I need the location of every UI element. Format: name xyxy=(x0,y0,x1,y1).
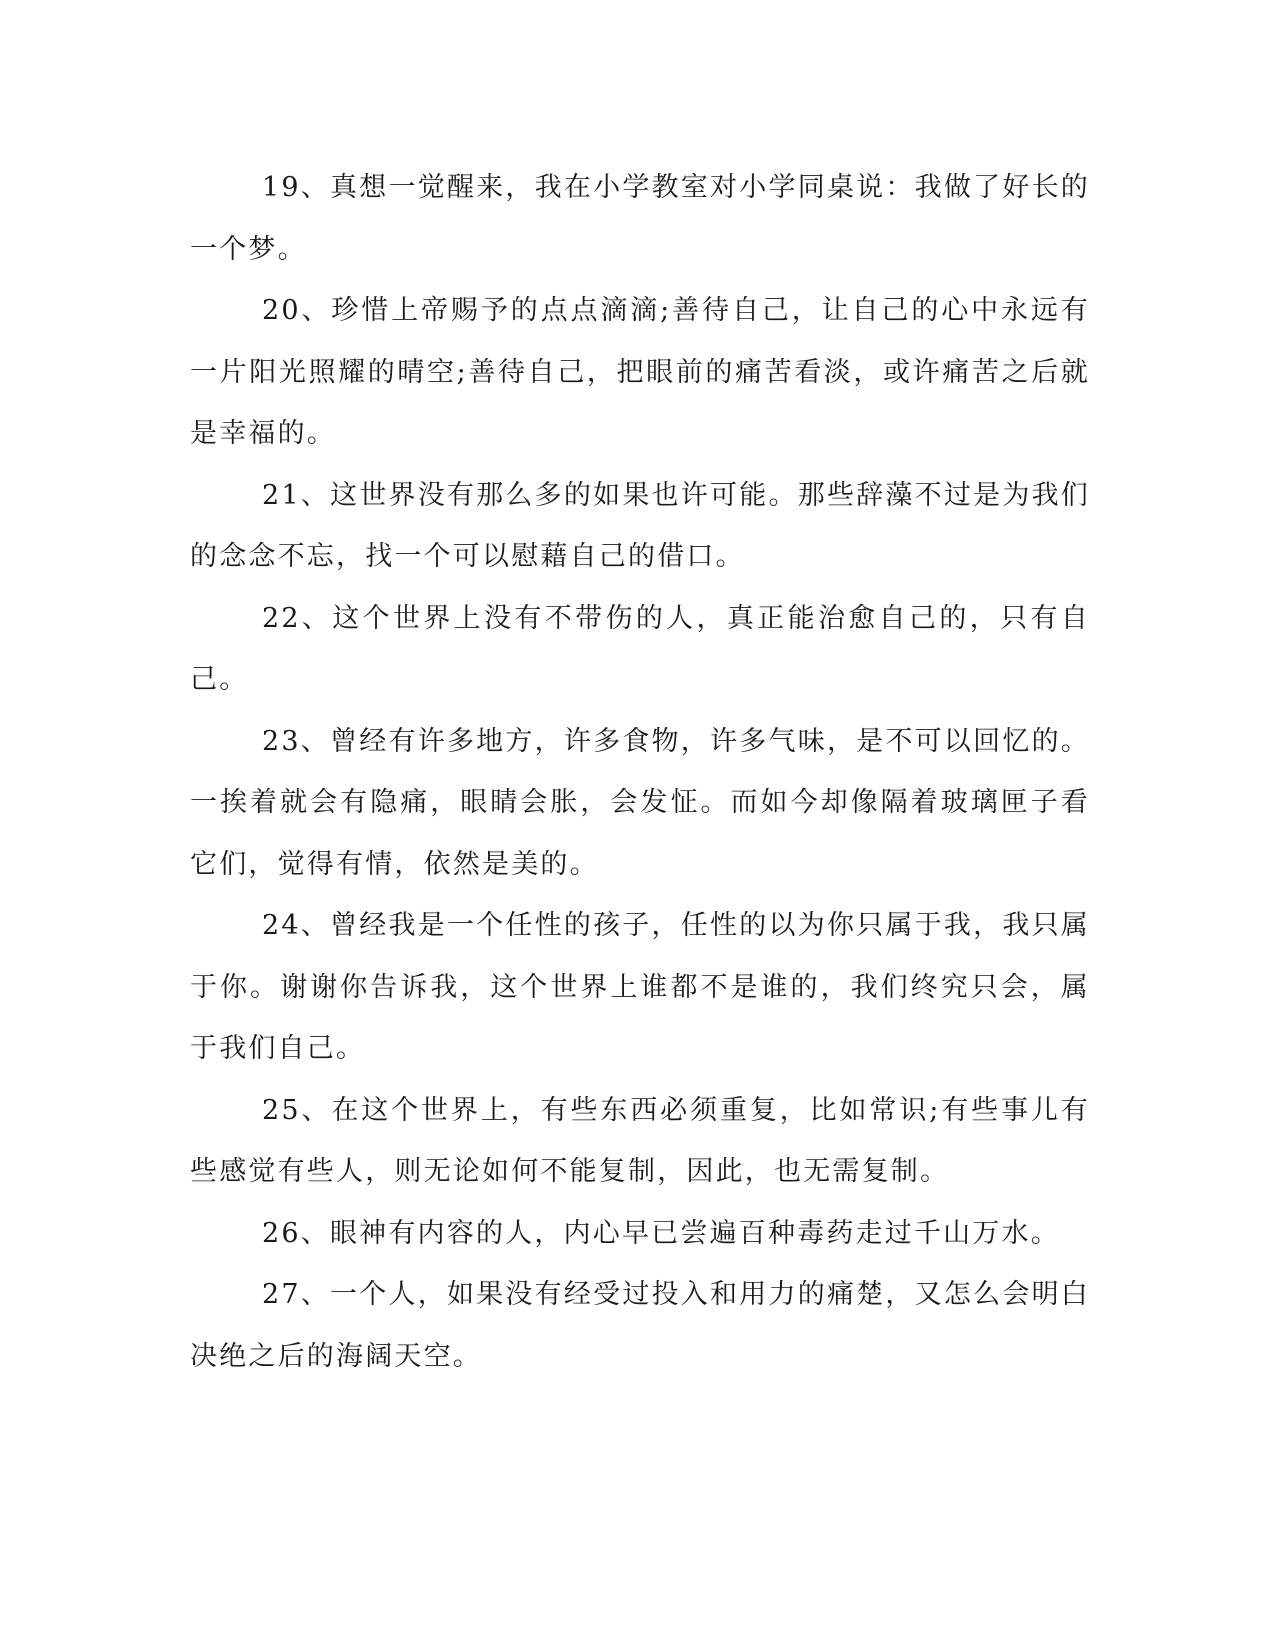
quote-paragraph-26: 26、眼神有内容的人，内心早已尝遍百种毒药走过千山万水。 xyxy=(262,1217,1060,1249)
quote-paragraph-27: 27、一个人，如果没有经受过投入和用力的痛楚，又怎么会明白决绝之后的海阔天空。 xyxy=(190,1279,1090,1372)
quote-paragraph-23: 23、曾经有许多地方，许多食物，许多气味，是不可以回忆的。一挨着就会有隐痛，眼睛会胀，会发怔。而如今却像隔着玻璃匣子看它们，觉得有情，依然是美的。 xyxy=(190,725,1090,880)
document-body xyxy=(190,157,1090,1387)
quote-paragraph-19: 19、真想一觉醒来，我在小学教室对小学同桌说：我做了好长的一个梦。 xyxy=(190,172,1090,265)
quote-paragraph-22: 22、这个世界上没有不带伤的人，真正能治愈自己的，只有自己。 xyxy=(190,602,1090,695)
quote-paragraph-20: 20、珍惜上帝赐予的点点滴滴;善待自己，让自己的心中永远有一片阳光照耀的晴空;善待自己，把眼前的痛苦看淡，或许痛苦之后就是幸福的。 xyxy=(190,295,1090,449)
quote-paragraph-21: 21、这世界没有那么多的如果也许可能。那些辞藻不过是为我们的念念不忘，找一个可以慰藉自己的借口。 xyxy=(190,479,1090,572)
quote-paragraph-24: 24、曾经我是一个任性的孩子，任性的以为你只属于我，我只属于你。谢谢你告诉我，这个世界上谁都不是谁的，我们终究只会，属于我们自己。 xyxy=(190,910,1090,1064)
quote-paragraph-25: 25、在这个世界上，有些东西必须重复，比如常识;有些事儿有些感觉有些人，则无论如何不能复制，因此，也无需复制。 xyxy=(190,1094,1090,1187)
